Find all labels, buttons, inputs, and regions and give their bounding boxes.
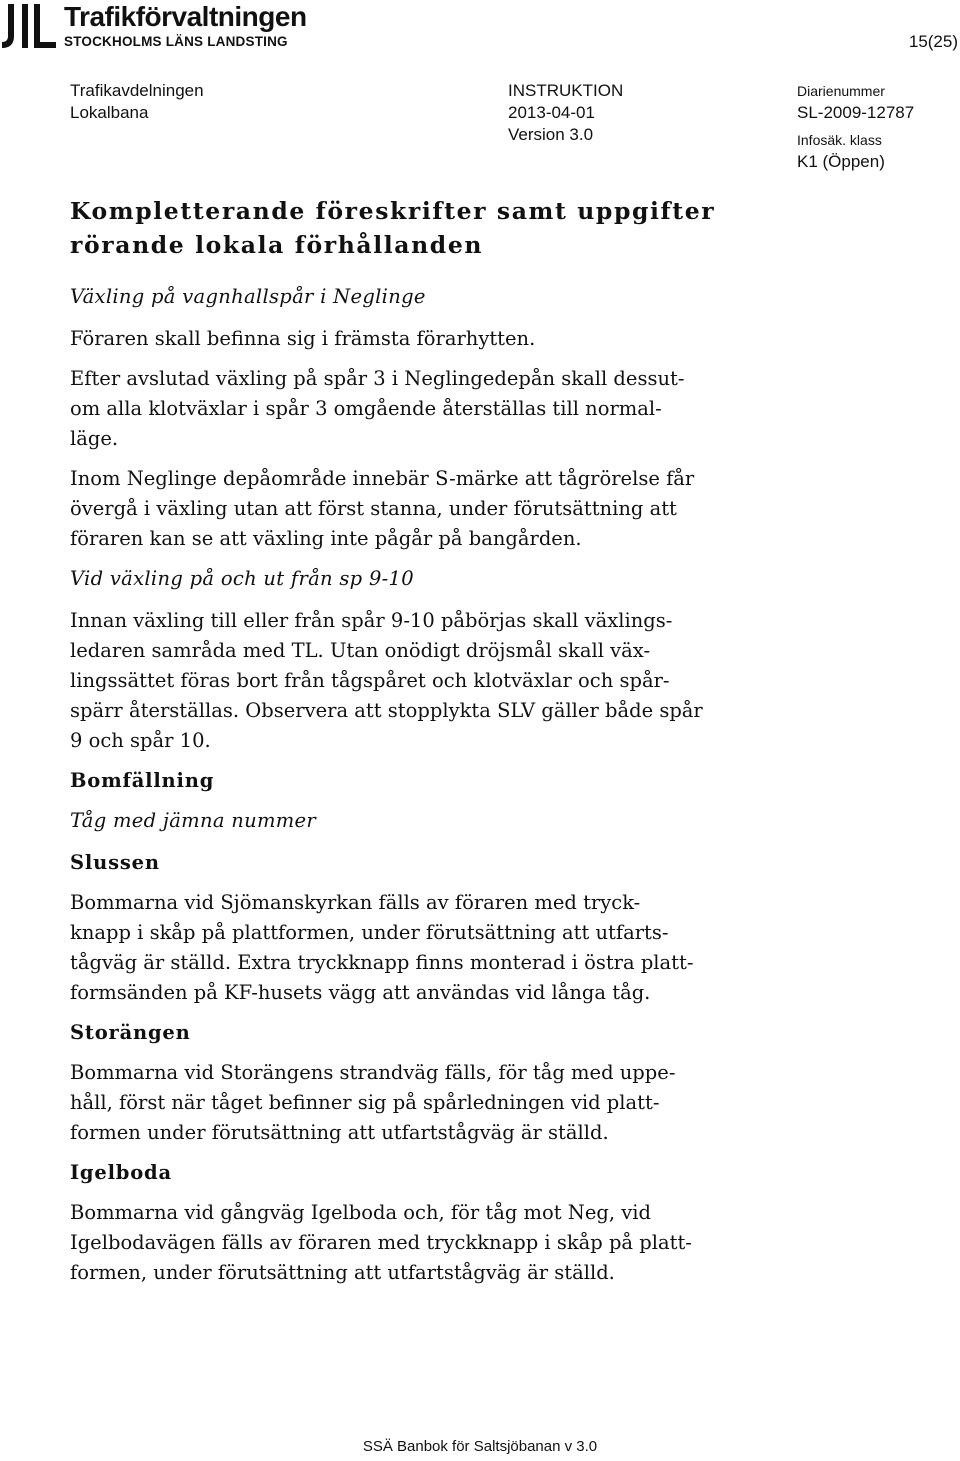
diarienummer-value: SL-2009-12787 — [797, 103, 915, 122]
text-line: Bommarna vid Sjömanskyrkan fälls av föraren med tryck- — [70, 891, 641, 914]
text-line: föraren kan se att växling inte pågår på bangården. — [70, 527, 582, 550]
logo-mark-icon — [0, 2, 58, 50]
page-number: 15(25) — [908, 32, 958, 51]
text-line: Efter avslutad växling på spår 3 i Neglingedepån skall dessut- — [70, 367, 685, 390]
section-heading-vaxling-neglinge: Växling på vagnhallspår i Neglinge — [70, 285, 426, 308]
text-line: formsänden på KF-husets vägg att användas vid långa tåg. — [70, 981, 651, 1004]
text-line: Bommarna vid Storängens strandväg fälls, för tåg med uppe- — [70, 1061, 676, 1084]
subheading-jamna-nummer: Tåg med jämna nummer — [70, 809, 317, 832]
document-body — [70, 194, 810, 1298]
text-line: om alla klotväxlar i spår 3 omgående återställas till normal- — [70, 397, 662, 420]
section-heading-bomfallning: Bomfällning — [70, 769, 215, 792]
document-version: Version 3.0 — [508, 125, 594, 144]
text-line: håll, först när tåget befinner sig på spårledningen vid platt- — [70, 1091, 660, 1114]
infosak-value: K1 (Öppen) — [797, 152, 885, 171]
heading-storangen: Storängen — [70, 1021, 191, 1044]
paragraph — [70, 888, 810, 1008]
logo — [0, 0, 320, 54]
paragraph — [70, 1058, 810, 1148]
text-line: ledaren samråda med TL. Utan onödigt dröjsmål skall väx- — [70, 639, 651, 662]
text-line: Inom Neglinge depåområde innebär S-märke att tågrörelse får — [70, 467, 695, 490]
text-line: Föraren skall befinna sig i främsta förarhytten. — [70, 327, 536, 350]
text-line: 9 och spår 10. — [70, 729, 211, 752]
paragraph — [70, 364, 810, 454]
logo-subtitle: STOCKHOLMS LÄNS LANDSTING — [64, 34, 288, 49]
text-line: spärr återställas. Observera att stopplykta SLV gäller både spår — [70, 699, 703, 722]
text-line: Innan växling till eller från spår 9-10 påbörjas skall växlings- — [70, 609, 673, 632]
header-right — [797, 80, 914, 173]
document-title: Kompletterande föreskrifter samt uppgifter rörande lokala förhållanden — [70, 197, 716, 259]
text-line: övergå i växling utan att först stanna, under förutsättning att — [70, 497, 677, 520]
header-left — [70, 80, 204, 124]
header-center — [508, 80, 623, 146]
text-line: knapp i skåp på plattformen, under förutsättning att utfarts- — [70, 921, 669, 944]
diarienummer-label: Diarienummer — [797, 83, 885, 99]
infosak-label: Infosäk. klass — [797, 132, 882, 148]
text-line: lingssättet föras bort från tågspåret och klotväxlar och spår- — [70, 669, 670, 692]
logo-title: Trafikförvaltningen — [64, 1, 307, 32]
document-type: INSTRUKTION — [508, 81, 624, 100]
text-line: formen under förutsättning att utfartstågväg är ställd. — [70, 1121, 609, 1144]
heading-igelboda: Igelboda — [70, 1161, 172, 1184]
paragraph — [70, 324, 810, 354]
heading-slussen: Slussen — [70, 851, 160, 874]
section-heading-vaxling-sp910: Vid växling på och ut från sp 9-10 — [70, 567, 414, 590]
text-line: Bommarna vid gångväg Igelboda och, för tåg mot Neg, vid — [70, 1201, 652, 1224]
paragraph — [70, 464, 810, 554]
page-footer: SSÄ Banbok för Saltsjöbanan v 3.0 — [362, 1438, 598, 1455]
unit-label: Lokalbana — [70, 103, 149, 122]
paragraph — [70, 1198, 810, 1288]
text-line: läge. — [70, 427, 119, 450]
paragraph — [70, 606, 810, 756]
document-date: 2013-04-01 — [508, 103, 595, 122]
department-label: Trafikavdelningen — [70, 81, 204, 100]
text-line: Igelbodavägen fälls av föraren med tryckknapp i skåp på platt- — [70, 1231, 692, 1254]
text-line: formen, under förutsättning att utfartstågväg är ställd. — [70, 1261, 615, 1284]
text-line: tågväg är ställd. Extra tryckknapp finns monterad i östra platt- — [70, 951, 694, 974]
